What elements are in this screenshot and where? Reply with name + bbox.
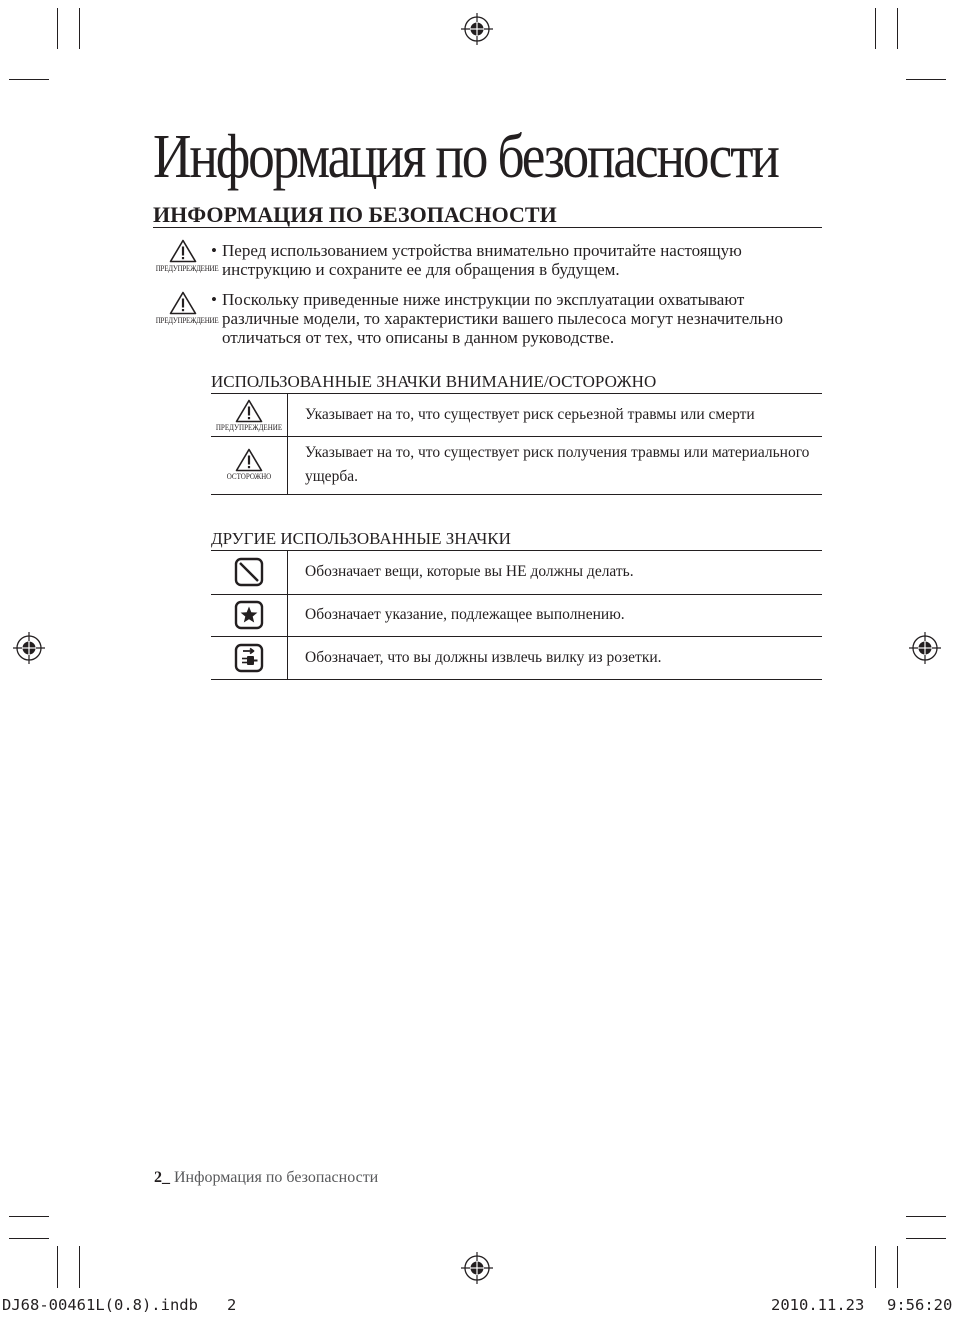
crop-mark xyxy=(875,8,876,49)
bullet: • xyxy=(211,241,217,260)
table-cell-text: Указывает на то, что существует риск получения травмы или материального ущерба. xyxy=(288,436,823,494)
warning-item xyxy=(211,290,821,347)
warning-label: ПРЕДУПРЕЖДЕНИЕ xyxy=(215,423,283,433)
crop-mark xyxy=(906,1216,946,1217)
crop-mark xyxy=(79,1246,80,1288)
warning-badge xyxy=(152,239,219,273)
crop-mark xyxy=(897,1246,898,1288)
table-row xyxy=(211,551,822,594)
warning-item xyxy=(211,241,821,279)
table-cell-text: Обозначает вещи, которые вы НЕ должны делать. xyxy=(288,551,823,594)
page-title: Информация по безопасности xyxy=(153,123,778,191)
table-row xyxy=(211,436,822,494)
warning-triangle-icon xyxy=(235,399,263,423)
table-cell-text: Обозначает, что вы должны извлечь вилку из розетки. xyxy=(288,636,823,679)
unplug-icon xyxy=(234,643,264,673)
warning-badge xyxy=(152,291,219,325)
other-icons-table xyxy=(211,551,822,680)
page-footer xyxy=(154,1169,378,1187)
warning-text: Перед использованием устройства внимательно прочитайте настоящую инструкцию и сохраните ее для обращения в будущем. xyxy=(222,241,742,279)
caution-section-heading: ИСПОЛЬЗОВАННЫЕ ЗНАЧКИ ВНИМАНИЕ/ОСТОРОЖНО xyxy=(211,372,657,391)
caution-triangle-icon xyxy=(235,448,263,472)
crop-mark xyxy=(897,8,898,49)
icon-cell xyxy=(211,594,288,636)
crop-mark xyxy=(57,8,58,49)
table-cell-text: Указывает на то, что существует риск серьезной травмы или смерти xyxy=(288,394,823,436)
registration-mark-icon xyxy=(460,1251,494,1285)
slug-date: 2010.11.23 xyxy=(771,1296,865,1314)
warning-triangle-icon xyxy=(169,239,197,263)
slug-file: DJ68-00461L(0.8).indb xyxy=(2,1296,198,1314)
slug-time: 9:56:20 xyxy=(887,1296,953,1314)
caution-label: ОСТОРОЖНО xyxy=(226,472,272,481)
registration-mark-icon xyxy=(12,631,46,665)
warning-text: Поскольку приведенные ниже инструкции по эксплуатации охватывают различные модели, то характеристики вашего пылесоса могут незначительно отличаться от тех, что описаны в данном руководстве. xyxy=(222,290,784,347)
crop-mark xyxy=(79,8,80,49)
table-row xyxy=(211,594,822,636)
icon-cell xyxy=(211,436,288,494)
crop-mark xyxy=(906,79,946,80)
mandatory-star-icon xyxy=(234,600,264,630)
caution-icons-table xyxy=(211,394,822,495)
registration-mark-icon xyxy=(908,631,942,665)
icon-cell xyxy=(211,551,288,594)
table-row xyxy=(211,636,822,679)
crop-mark xyxy=(875,1246,876,1288)
warning-label: ПРЕДУПРЕЖДЕНИЕ xyxy=(155,316,219,325)
crop-mark xyxy=(9,79,49,80)
footer-section-name: Информация по безопасности xyxy=(174,1169,379,1186)
prohibited-icon xyxy=(234,557,264,587)
table-cell-text: Обозначает указание, подлежащее выполнению. xyxy=(288,594,823,636)
crop-mark xyxy=(906,1238,946,1239)
icon-cell xyxy=(211,636,288,679)
other-icons-heading: ДРУГИЕ ИСПОЛЬЗОВАННЫЕ ЗНАЧКИ xyxy=(211,529,511,548)
bullet: • xyxy=(211,290,217,309)
table-row xyxy=(211,394,822,436)
registration-mark-icon xyxy=(460,12,494,46)
crop-mark xyxy=(9,1216,49,1217)
section-title: ИНФОРМАЦИЯ ПО БЕЗОПАСНОСТИ xyxy=(153,202,557,227)
crop-mark xyxy=(9,1238,49,1239)
icon-cell xyxy=(211,394,288,436)
warning-label: ПРЕДУПРЕЖДЕНИЕ xyxy=(155,264,219,273)
section-title-rule xyxy=(153,227,822,228)
warning-triangle-icon xyxy=(169,291,197,315)
page-number: 2_ xyxy=(154,1169,170,1186)
slug-page: 2 xyxy=(227,1296,237,1314)
crop-mark xyxy=(57,1246,58,1288)
